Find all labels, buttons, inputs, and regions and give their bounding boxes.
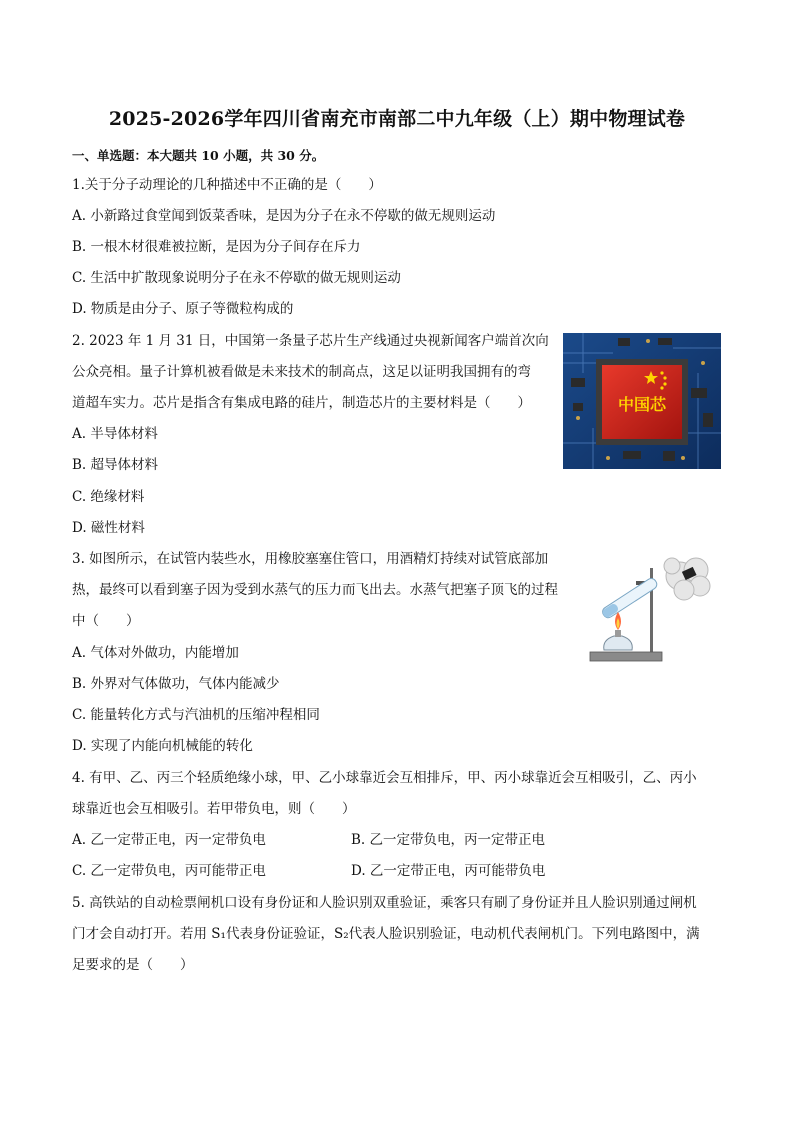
chip-image — [563, 333, 721, 469]
page-title: 2025-2026学年四川省南充市南部二中九年级（上）期中物理试卷 — [108, 108, 686, 130]
chip-label: 中国芯 — [617, 395, 667, 414]
question-2-option-d: D. 磁性材料 — [72, 520, 145, 536]
question-1-stem: 1.关于分子动理论的几种描述中不正确的是（ ） — [72, 177, 382, 193]
question-4-option-c: C. 乙一定带负电，丙可能带正电 — [72, 863, 266, 879]
question-4-stem-line-2: 球靠近也会互相吸引。若甲带负电，则（ ） — [72, 801, 356, 817]
question-3-stem-line-1: 3. 如图所示，在试管内装些水，用橡胶塞塞住管口，用酒精灯持续对试管底部加 — [72, 551, 549, 567]
question-3-option-b: B. 外界对气体做功，气体内能减少 — [72, 676, 280, 692]
question-4-stem-line-1: 4. 有甲、乙、丙三个轻质绝缘小球，甲、乙小球靠近会互相排斥，甲、丙小球靠近会互相吸引，乙、丙小 — [72, 770, 697, 786]
question-2-stem-line-1: 2. 2023 年 1 月 31 日，中国第一条量子芯片生产线通过央视新闻客户端首次向 — [72, 333, 549, 349]
question-4-option-a: A. 乙一定带正电，丙一定带负电 — [72, 832, 266, 848]
question-3-stem-line-2: 热，最终可以看到塞子因为受到水蒸气的压力而飞出去。水蒸气把塞子顶飞的过程 — [72, 582, 558, 598]
question-2-stem-line-3: 道超车实力。芯片是指含有集成电路的硅片，制造芯片的主要材料是（ ） — [72, 395, 531, 411]
question-3-option-a: A. 气体对外做功，内能增加 — [72, 645, 239, 661]
question-3-option-c: C. 能量转化方式与汽油机的压缩冲程相同 — [72, 707, 320, 723]
question-1-option-b: B. 一根木材很难被拉断，是因为分子间存在斥力 — [72, 239, 361, 255]
question-5-stem-line-2: 门才会自动打开。若用 S₁代表身份证验证，S₂代表人脸识别验证，电动机代表闸机门。下列电路图中，满 — [72, 926, 700, 942]
question-2-option-b: B. 超导体材料 — [72, 457, 159, 473]
question-4-option-d: D. 乙一定带正电，丙可能带负电 — [351, 863, 546, 879]
question-2-option-a: A. 半导体材料 — [72, 426, 158, 442]
question-4-option-b: B. 乙一定带负电，丙一定带正电 — [351, 832, 546, 848]
question-2-stem-line-2: 公众亮相。量子计算机被看做是未来技术的制高点，这足以证明我国拥有的弯 — [72, 364, 531, 380]
question-1-option-c: C. 生活中扩散现象说明分子在永不停歇的做无规则运动 — [72, 270, 401, 286]
question-2-option-c: C. 绝缘材料 — [72, 489, 145, 505]
section-heading: 一、单选题：本大题共 10 小题，共 30 分。 — [72, 148, 325, 163]
test-tube-illustration — [588, 546, 718, 668]
question-1-option-a: A. 小新路过食堂闻到饭菜香味，是因为分子在永不停歇的做无规则运动 — [72, 208, 496, 224]
question-5-stem-line-3: 足要求的是（ ） — [72, 957, 194, 973]
question-3-option-d: D. 实现了内能向机械能的转化 — [72, 738, 253, 754]
test-tube-figure — [588, 546, 718, 668]
question-1-option-d: D. 物质是由分子、原子等微粒构成的 — [72, 301, 294, 317]
question-5-stem-line-1: 5. 高铁站的自动检票闸机口设有身份证和人脸识别双重验证，乘客只有刷了身份证并且人脸识别通过闸机 — [72, 895, 697, 911]
chip-illustration — [563, 333, 721, 469]
question-3-stem-line-3: 中（ ） — [72, 613, 140, 629]
